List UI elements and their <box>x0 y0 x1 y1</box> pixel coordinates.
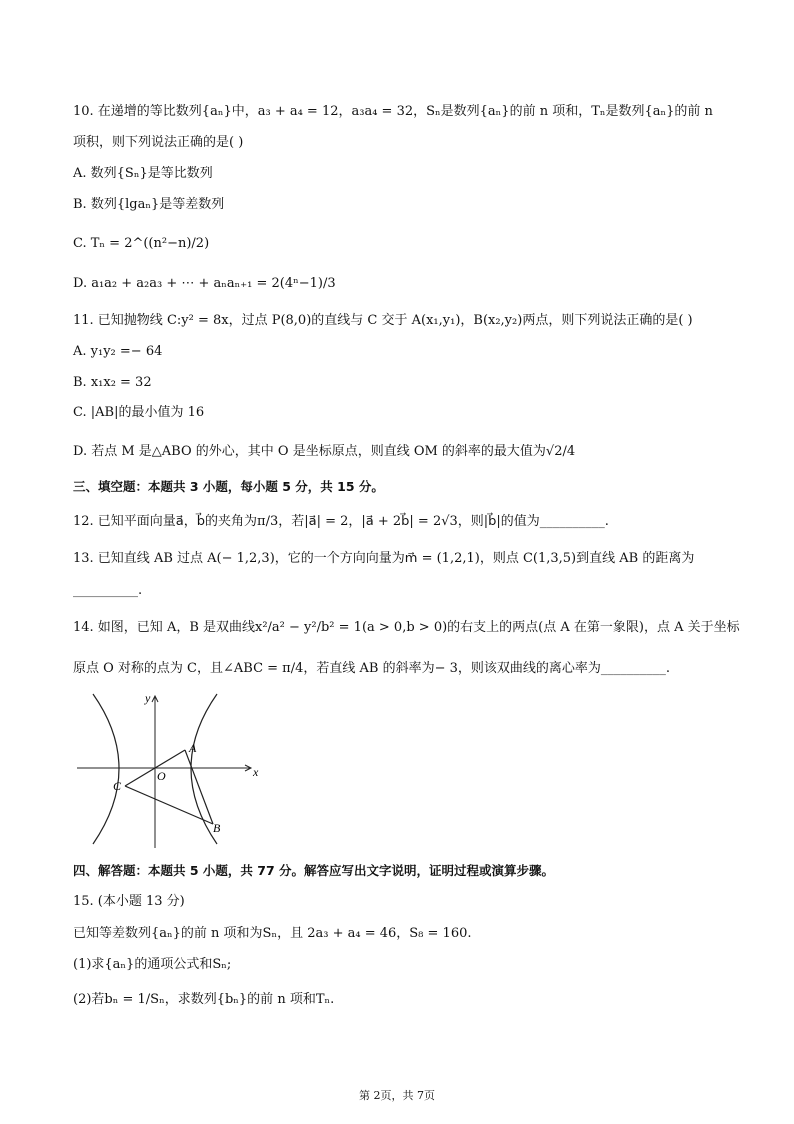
q11-option-a: A. y₁y₂ =− 64 <box>73 344 163 359</box>
q12-text: 12. 已知平面向量a⃗，b⃗的夹角为π/3，若|a⃗| = 2，|a⃗ + 2b⃗| = 2√3，则|b⃗|的值为__________. <box>73 514 609 529</box>
page-footer: 第 2页，共 7页 <box>359 1089 435 1102</box>
section-answer-heading: 四、解答题：本题共 5 小题，共 77 分。解答应写出文字说明，证明过程或演算步骤。 <box>73 863 555 878</box>
q10-line1: 10. 在递增的等比数列{aₙ}中，a₃ + a₄ = 12，a₃a₄ = 32，Sₙ是数列{aₙ}的前 n 项和，Tₙ是数列{aₙ}的前 n <box>73 104 713 119</box>
q13-line1: 13. 已知直线 AB 过点 A(− 1,2,3)，它的一个方向向量为m⃗ = (1,2,1)，则点 C(1,3,5)到直线 AB 的距离为 <box>73 551 695 566</box>
label-b: B <box>213 821 221 835</box>
label-origin: O <box>157 769 166 783</box>
q15-part2: (2)若bₙ = 1/Sₙ，求数列{bₙ}的前 n 项和Tₙ. <box>73 992 335 1007</box>
label-x: x <box>253 765 259 779</box>
label-c: C <box>113 779 122 793</box>
q14-line2: 原点 O 对称的点为 C，且∠ABC = π/4，若直线 AB 的斜率为− 3，则该双曲线的离心率为__________. <box>73 661 671 676</box>
q10-option-c: C. Tₙ = 2^((n²−n)/2) <box>73 236 210 251</box>
segment-ab <box>185 750 213 824</box>
label-y: y <box>145 691 151 705</box>
q13-line2: __________. <box>73 583 143 598</box>
q11-line1: 11. 已知抛物线 C:y² = 8x，过点 P(8,0)的直线与 C 交于 A(x₁,y₁)，B(x₂,y₂)两点，则下列说法正确的是( ) <box>73 313 693 328</box>
q11-option-b: B. x₁x₂ = 32 <box>73 375 152 390</box>
label-a: A <box>189 741 197 755</box>
q10-option-d: D. a₁a₂ + a₂a₃ + ⋯ + aₙaₙ₊₁ = 2(4ⁿ−1)/3 <box>73 276 336 291</box>
q15-header: 15. (本小题 13 分) <box>73 894 185 909</box>
segment-cb <box>125 786 213 824</box>
hyperbola-left-branch <box>93 694 119 844</box>
q10-option-a: A. 数列{Sₙ}是等比数列 <box>73 166 213 181</box>
hyperbola-figure <box>75 688 265 850</box>
q15-line1: 已知等差数列{aₙ}的前 n 项和为Sₙ，且 2a₃ + a₄ = 46，S₈ = 160. <box>73 926 472 941</box>
q15-part1: (1)求{aₙ}的通项公式和Sₙ; <box>73 957 232 972</box>
q11-option-d: D. 若点 M 是△ABO 的外心，其中 O 是坐标原点，则直线 OM 的斜率的最大值为√2/4 <box>73 444 576 459</box>
q14-line1: 14. 如图，已知 A，B 是双曲线x²/a² − y²/b² = 1(a > 0,b > 0)的右支上的两点(点 A 在第一象限)，点 A 关于坐标 <box>73 620 740 635</box>
q10-option-b: B. 数列{lgaₙ}是等差数列 <box>73 197 225 212</box>
section-fill-in-heading: 三、填空题：本题共 3 小题，每小题 5 分，共 15 分。 <box>73 479 384 494</box>
q10-line2: 项积，则下列说法正确的是( ) <box>73 135 244 150</box>
q11-option-c: C. |AB|的最小值为 16 <box>73 405 205 420</box>
